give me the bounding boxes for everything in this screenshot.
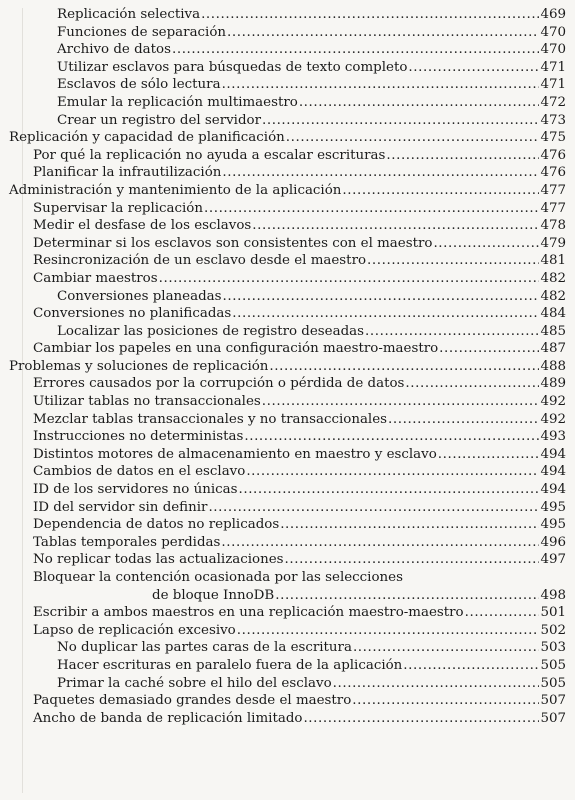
toc-entry bbox=[0, 59, 566, 77]
toc-page-number: 492 bbox=[540, 411, 566, 427]
toc-entry-title: Cambiar maestros bbox=[33, 270, 158, 286]
toc-entry-title: No duplicar las partes caras de la escritura bbox=[57, 640, 352, 656]
toc-entry bbox=[0, 463, 566, 481]
dot-leader bbox=[403, 657, 539, 675]
toc-page-number: 497 bbox=[540, 552, 566, 568]
dot-leader bbox=[408, 59, 539, 77]
dot-leader bbox=[238, 481, 539, 499]
toc-page-number: 505 bbox=[540, 675, 566, 691]
toc-page-number: 477 bbox=[540, 200, 566, 216]
dot-leader bbox=[204, 200, 539, 218]
toc-entry-title: Administración y mantenimiento de la aplicación bbox=[9, 182, 342, 198]
dot-leader bbox=[201, 6, 539, 24]
toc-entry-title: Paquetes demasiado grandes desde el maestro bbox=[33, 693, 352, 709]
toc-entry-title: Cambiar los papeles en una configuración maestro-maestro bbox=[33, 341, 439, 357]
dot-leader bbox=[333, 675, 540, 693]
toc-entry-title: Primar la caché sobre el hilo del esclavo bbox=[57, 675, 332, 691]
toc-page-number: 494 bbox=[540, 482, 566, 498]
dot-leader bbox=[252, 217, 539, 235]
toc-entry-title: Emular la replicación multimaestro bbox=[57, 94, 298, 110]
toc-entry bbox=[0, 41, 566, 59]
toc-entry-title: Dependencia de datos no replicados bbox=[33, 517, 280, 533]
toc-entry bbox=[0, 393, 566, 411]
toc-entry bbox=[0, 76, 566, 94]
dot-leader bbox=[299, 94, 540, 112]
toc-page-number: 473 bbox=[540, 112, 566, 128]
dot-leader bbox=[159, 270, 540, 288]
dot-leader bbox=[388, 411, 539, 429]
toc-entry bbox=[0, 182, 566, 200]
toc-entry bbox=[0, 94, 566, 112]
toc-entry bbox=[0, 375, 566, 393]
toc-entry bbox=[0, 112, 566, 130]
dot-leader bbox=[275, 587, 539, 605]
toc-entry-title: Funciones de separación bbox=[57, 24, 227, 40]
toc-entry-title: Instrucciones no deterministas bbox=[33, 429, 244, 445]
toc-page-number: 485 bbox=[540, 323, 566, 339]
dot-leader bbox=[262, 393, 540, 411]
toc-entry bbox=[0, 534, 566, 552]
toc-entry-title: Conversiones no planificadas bbox=[33, 306, 232, 322]
toc-entry bbox=[0, 411, 566, 429]
toc-page-number: 471 bbox=[540, 77, 566, 93]
toc-entry-title: Distintos motores de almacenamiento en maestro y esclavo bbox=[33, 446, 437, 462]
toc-entry-title: Planificar la infrautilización bbox=[33, 165, 222, 181]
toc-entry-title: Determinar si los esclavos son consistentes con el maestro bbox=[33, 235, 433, 251]
dot-leader bbox=[246, 463, 539, 481]
toc-page-number: 493 bbox=[540, 429, 566, 445]
toc-page-number: 482 bbox=[540, 270, 566, 286]
toc-page-number: 496 bbox=[540, 534, 566, 550]
toc-page-number: 502 bbox=[540, 622, 566, 638]
toc-entry bbox=[0, 358, 566, 376]
dot-leader bbox=[222, 76, 540, 94]
toc-entry bbox=[0, 6, 566, 24]
dot-leader bbox=[439, 340, 539, 358]
dot-leader bbox=[237, 622, 540, 640]
toc-page-number: 492 bbox=[540, 394, 566, 410]
toc-page-number: 495 bbox=[540, 517, 566, 533]
dot-leader bbox=[353, 639, 540, 657]
toc-entry-title: Ancho de banda de replicación limitado bbox=[33, 710, 303, 726]
toc-entry bbox=[0, 24, 566, 42]
dot-leader bbox=[303, 710, 539, 728]
toc-entry-title: Lapso de replicación excesivo bbox=[33, 622, 236, 638]
toc-page-number: 494 bbox=[540, 446, 566, 462]
dot-leader bbox=[465, 604, 540, 622]
toc-entry bbox=[0, 551, 566, 569]
toc-entry-title: Replicación y capacidad de planificación bbox=[9, 130, 285, 146]
toc-entry bbox=[0, 446, 566, 464]
toc-entry bbox=[0, 235, 566, 253]
toc-entry bbox=[0, 622, 566, 640]
dot-leader bbox=[244, 428, 539, 446]
toc-entry-continuation bbox=[0, 587, 566, 605]
toc-page-number: 477 bbox=[540, 182, 566, 198]
toc-entry bbox=[0, 200, 566, 218]
dot-leader bbox=[223, 288, 540, 306]
toc-page-number: 472 bbox=[540, 94, 566, 110]
toc-page-number: 479 bbox=[540, 235, 566, 251]
toc-entry bbox=[0, 604, 566, 622]
toc-page-number: 503 bbox=[540, 640, 566, 656]
toc-entry bbox=[0, 340, 566, 358]
dot-leader bbox=[405, 375, 539, 393]
toc-entry bbox=[0, 516, 566, 534]
toc-page-number: 488 bbox=[540, 358, 566, 374]
dot-leader bbox=[365, 323, 539, 341]
toc-entry-title: Replicación selectiva bbox=[57, 7, 201, 22]
toc-entry-title: Escribir a ambos maestros en una replicación maestro-maestro bbox=[33, 605, 464, 621]
toc-entry-title: Tablas temporales perdidas bbox=[33, 534, 221, 550]
toc-entry bbox=[0, 499, 566, 517]
dot-leader bbox=[433, 235, 539, 253]
toc-entry bbox=[0, 164, 566, 182]
toc-entry bbox=[0, 270, 566, 288]
toc-page-number: 476 bbox=[540, 165, 566, 181]
toc-page-number: 487 bbox=[540, 341, 566, 357]
toc-page-number: 470 bbox=[540, 42, 566, 58]
toc-entry bbox=[0, 305, 566, 323]
toc-entry bbox=[0, 288, 566, 306]
toc-entry bbox=[0, 569, 566, 587]
toc-entry bbox=[0, 428, 566, 446]
dot-leader bbox=[342, 182, 539, 200]
dot-leader bbox=[286, 129, 540, 147]
toc-page-number: 478 bbox=[540, 218, 566, 234]
toc-entry-title: Problemas y soluciones de replicación bbox=[9, 358, 269, 374]
dot-leader bbox=[222, 164, 539, 182]
toc-entry-title: Cambios de datos en el esclavo bbox=[33, 464, 246, 480]
toc-page-number: 494 bbox=[540, 464, 566, 480]
toc-entry-title: Mezclar tablas transaccionales y no transaccionales bbox=[33, 411, 388, 427]
toc-entry-title: Esclavos de sólo lectura bbox=[57, 77, 221, 93]
toc-entry bbox=[0, 710, 566, 728]
dot-leader bbox=[367, 252, 539, 270]
toc-entry bbox=[0, 252, 566, 270]
toc-entry-title: No replicar todas las actualizaciones bbox=[33, 552, 284, 568]
toc-entry-title: Crear un registro del servidor bbox=[57, 112, 261, 128]
dot-leader bbox=[227, 24, 539, 42]
toc-page-number: 469 bbox=[540, 7, 566, 22]
toc-page-number: 505 bbox=[540, 657, 566, 673]
dot-leader bbox=[386, 147, 539, 165]
toc-page-number: 470 bbox=[540, 24, 566, 40]
toc-page-number: 489 bbox=[540, 376, 566, 392]
toc-entry-title: Bloquear la contención ocasionada por las selecciones bbox=[33, 570, 403, 585]
toc-entry bbox=[0, 675, 566, 693]
toc-entry-title: Utilizar esclavos para búsquedas de texto completo bbox=[57, 59, 408, 75]
toc-entry-title: Conversiones planeadas bbox=[57, 288, 222, 304]
dot-leader bbox=[208, 499, 539, 517]
dot-leader bbox=[232, 305, 539, 323]
dot-leader bbox=[438, 446, 540, 464]
toc-entry bbox=[0, 147, 566, 165]
toc-entry bbox=[0, 692, 566, 710]
toc-entry-title: Archivo de datos bbox=[57, 42, 171, 58]
toc-entry-title: Errores causados por la corrupción o pérdida de datos bbox=[33, 376, 405, 392]
toc-entry-title: Por qué la replicación no ayuda a escalar escrituras bbox=[33, 147, 386, 163]
toc-entry-title-line2: de bloque InnoDB bbox=[152, 587, 275, 603]
toc-entry bbox=[0, 217, 566, 235]
toc-entry-title: Resincronización de un esclavo desde el maestro bbox=[33, 253, 367, 269]
toc-entry bbox=[0, 323, 566, 341]
toc-page-number: 484 bbox=[540, 306, 566, 322]
toc-page-number: 471 bbox=[540, 59, 566, 75]
toc-entry bbox=[0, 129, 566, 147]
toc-entry-title: Medir el desfase de los esclavos bbox=[33, 218, 252, 234]
toc-entry-title: Utilizar tablas no transaccionales bbox=[33, 394, 261, 410]
dot-leader bbox=[280, 516, 539, 534]
toc-page-number: 495 bbox=[540, 499, 566, 515]
toc-page-number: 482 bbox=[540, 288, 566, 304]
toc-entry bbox=[0, 481, 566, 499]
dot-leader bbox=[221, 534, 539, 552]
table-of-contents bbox=[0, 6, 566, 727]
toc-entry-title: ID de los servidores no únicas bbox=[33, 482, 238, 498]
toc-page-number: 498 bbox=[540, 587, 566, 603]
toc-page-number: 507 bbox=[540, 710, 566, 726]
dot-leader bbox=[269, 358, 539, 376]
toc-page-number: 475 bbox=[540, 130, 566, 146]
toc-entry-title: Supervisar la replicación bbox=[33, 200, 203, 216]
toc-page-number: 481 bbox=[540, 253, 566, 269]
toc-entry bbox=[0, 639, 566, 657]
toc-page-number: 507 bbox=[540, 693, 566, 709]
dot-leader bbox=[352, 692, 539, 710]
toc-entry-title: Localizar las posiciones de registro deseadas bbox=[57, 323, 365, 339]
dot-leader bbox=[172, 41, 539, 59]
toc-page-number: 501 bbox=[540, 605, 566, 621]
toc-entry-title: Hacer escrituras en paralelo fuera de la aplicación bbox=[57, 657, 403, 673]
toc-entry-title: ID del servidor sin definir bbox=[33, 499, 208, 515]
dot-leader bbox=[262, 112, 539, 130]
toc-page-number: 476 bbox=[540, 147, 566, 163]
toc-entry bbox=[0, 657, 566, 675]
dot-leader bbox=[285, 551, 540, 569]
